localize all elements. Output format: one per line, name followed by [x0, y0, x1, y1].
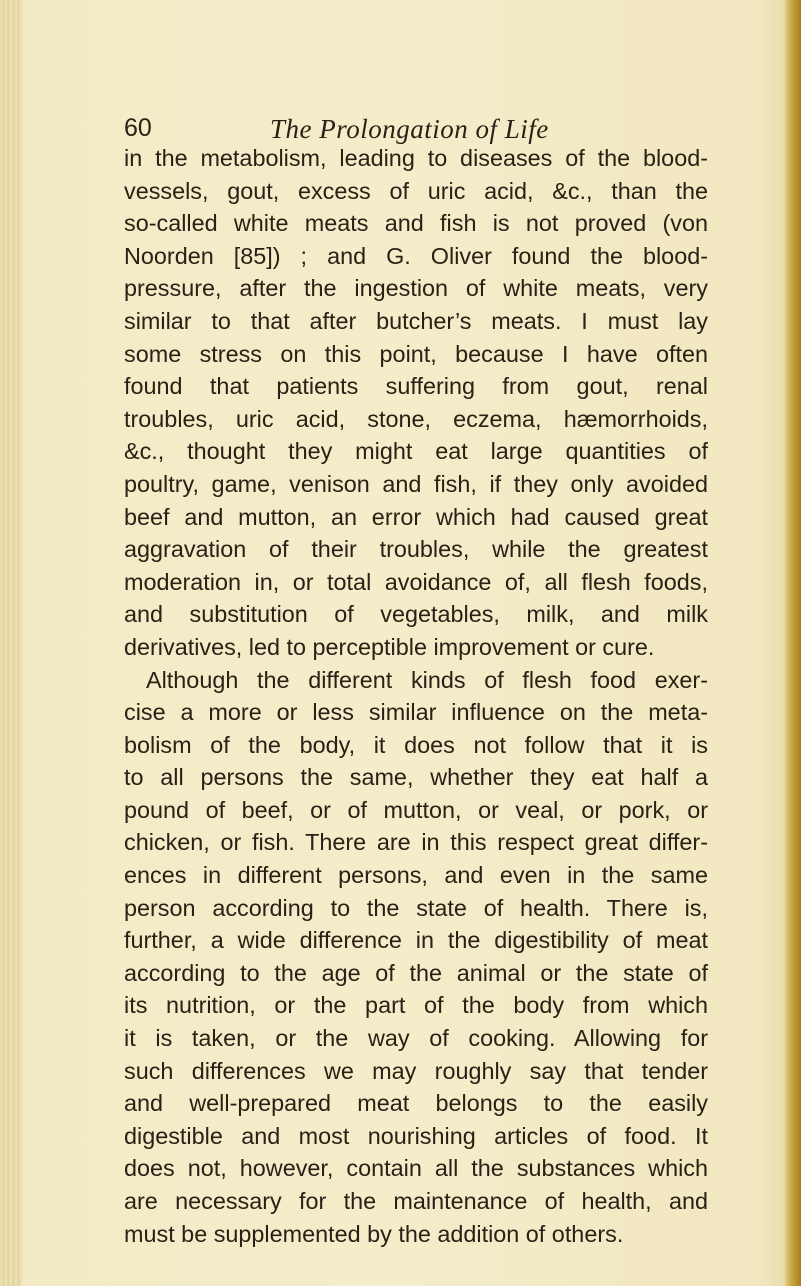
paragraph-1	[124, 142, 708, 664]
page-number: 60	[124, 114, 152, 142]
text-line: bolism of the body, it does not follow that it is	[124, 731, 708, 758]
text-line: poultry, game, venison and fish, if they only avoided	[124, 470, 708, 497]
text-line: digestible and most nourishing articles of food. It	[124, 1122, 708, 1149]
paragraph-2	[124, 664, 708, 1251]
text-line: are necessary for the maintenance of health, and	[124, 1188, 708, 1214]
text-line: such differences we may roughly say that tender	[124, 1057, 708, 1084]
text-line: vessels, gout, excess of uric acid, &c., than the	[124, 177, 708, 204]
text-line: in the metabolism, leading to diseases of the blood-	[124, 145, 708, 171]
text-line: derivatives, led to perceptible improvement or cure.	[124, 633, 655, 660]
page-right-edge	[785, 0, 801, 1286]
text-line: pound of beef, or of mutton, or veal, or pork, or	[124, 796, 708, 823]
text-line: person according to the state of health. There is,	[124, 894, 708, 921]
text-line: ences in different persons, and even in the same	[124, 862, 708, 889]
text-line: according to the age of the animal or the state of	[124, 959, 708, 986]
text-line: &c., thought they might eat large quantities of	[124, 438, 708, 465]
page-binding-edge	[0, 0, 22, 1286]
text-line: to all persons the same, whether they eat half a	[124, 764, 708, 791]
text-line: found that patients suffering from gout, renal	[124, 373, 708, 400]
text-line: further, a wide difference in the digestibility of meat	[124, 927, 708, 954]
text-line: its nutrition, or the part of the body from which	[124, 992, 708, 1019]
text-line: must be supplemented by the addition of others.	[124, 1220, 624, 1247]
text-line: does not, however, contain all the substances which	[124, 1155, 708, 1182]
text-line: Although the different kinds of flesh food exer-	[146, 666, 708, 693]
text-line: pressure, after the ingestion of white meats, very	[124, 275, 708, 302]
text-line: and substitution of vegetables, milk, and milk	[124, 601, 708, 628]
text-line: similar to that after butcher’s meats. I must lay	[124, 307, 708, 334]
text-line: cise a more or less similar influence on the meta-	[124, 699, 708, 726]
text-line: some stress on this point, because I have often	[124, 340, 708, 367]
text-line: moderation in, or total avoidance of, all flesh foods,	[124, 568, 708, 595]
text-line: so-called white meats and fish is not proved (von	[124, 210, 708, 237]
text-line: aggravation of their troubles, while the greatest	[124, 536, 708, 563]
text-line: it is taken, or the way of cooking. Allowing for	[124, 1025, 708, 1052]
body-text	[124, 142, 708, 1250]
text-line: troubles, uric acid, stone, eczema, hæmorrhoids,	[124, 405, 708, 432]
text-line: and well-prepared meat belongs to the easily	[124, 1090, 708, 1117]
running-title: The Prolongation of Life	[270, 114, 549, 144]
text-line: Noorden [85]) ; and G. Oliver found the blood-	[124, 242, 708, 269]
text-line: beef and mutton, an error which had caused great	[124, 503, 708, 530]
text-line: chicken, or fish. There are in this respect great differ-	[124, 829, 708, 856]
